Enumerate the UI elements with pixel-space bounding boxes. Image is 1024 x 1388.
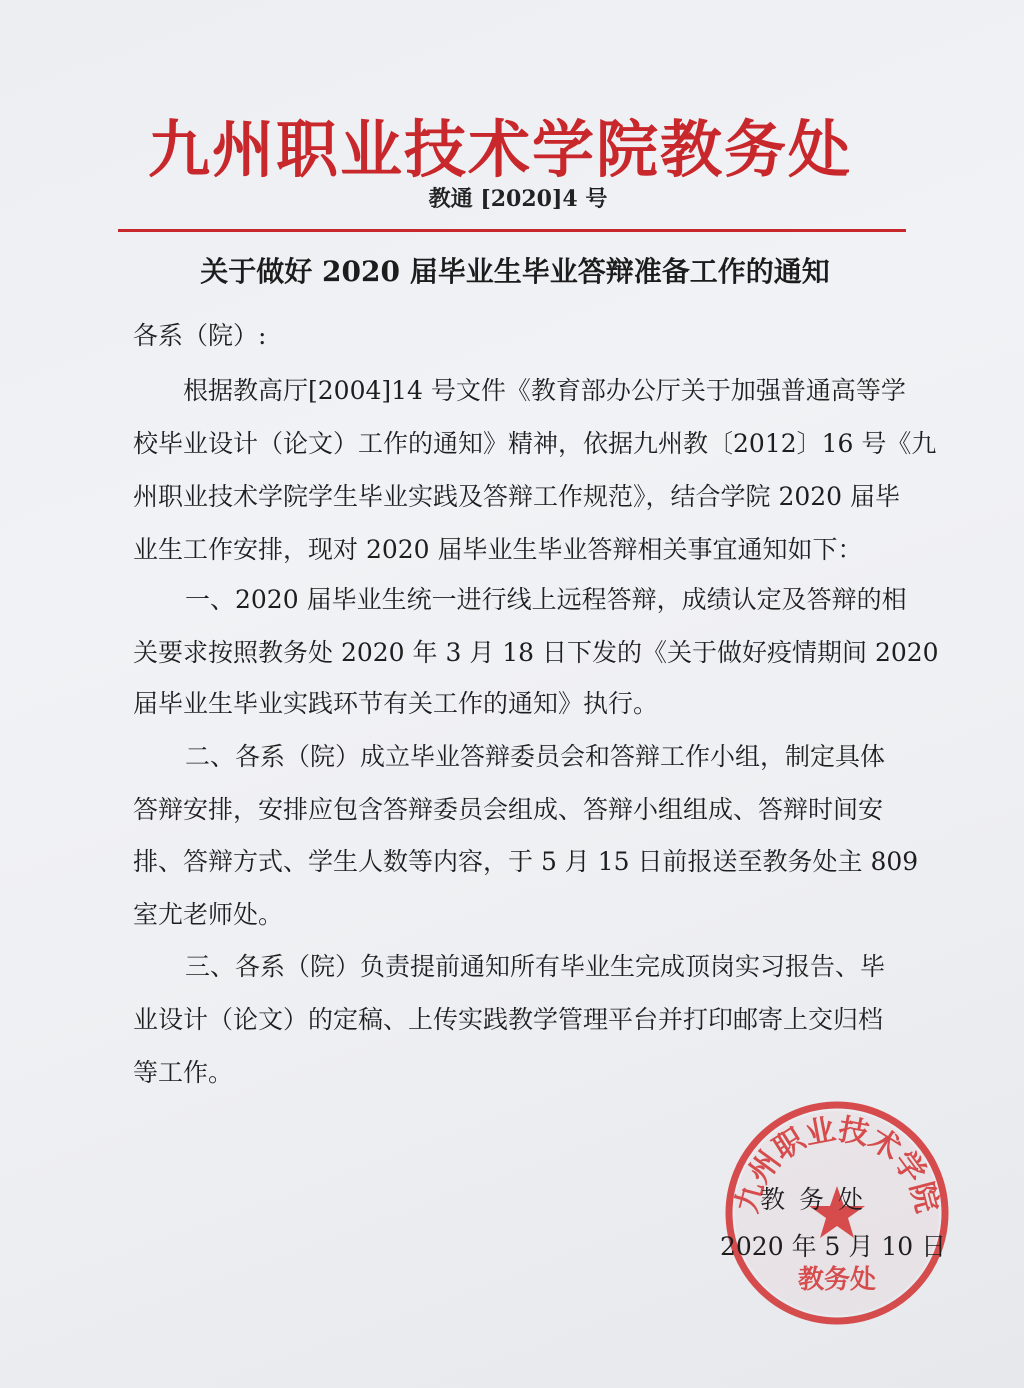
body-line: 届毕业生毕业实践环节有关工作的通知》执行。: [133, 689, 659, 718]
body-line: 二、各系（院）成立毕业答辩委员会和答辩工作小组，制定具体: [185, 742, 886, 771]
body-line: 根据教高厅[2004]14 号文件《教育部办公厅关于加强普通高等学: [183, 376, 906, 405]
body-line: 州职业技术学院学生毕业实践及答辩工作规范》，结合学院 2020 届毕: [133, 482, 901, 511]
body-line: 等工作。: [133, 1058, 234, 1087]
signature-department: 教务处: [760, 1185, 878, 1214]
body-line: 业生工作安排，现对 2020 届毕业生毕业答辩相关事宜通知如下：: [133, 535, 863, 564]
body-line: 校毕业设计（论文）工作的通知》精神，依据九州教〔2012〕16 号《九: [133, 429, 937, 458]
org-title: 九州职业技术学院教务处: [147, 113, 852, 186]
body-line: 三、各系（院）负责提前通知所有毕业生完成顶岗实习报告、毕: [185, 952, 886, 981]
body-line: 室尤老师处。: [133, 900, 284, 929]
salutation: 各系（院）:: [133, 321, 267, 350]
document-number: 教通 [2020]4 号: [428, 186, 608, 212]
body-line: 业设计（论文）的定稿、上传实践教学管理平台并打印邮寄上交归档: [133, 1005, 884, 1034]
signature-date: 2020 年 5 月 10 日: [720, 1232, 947, 1261]
seal-bottom-text: 教务处: [797, 1265, 877, 1295]
seal-arc-text: 九州职业技术学院: [729, 1112, 945, 1217]
body-line: 一、2020 届毕业生统一进行线上远程答辩，成绩认定及答辩的相: [185, 585, 907, 614]
notice-title: 关于做好 2020 届毕业生毕业答辩准备工作的通知: [200, 255, 830, 288]
body-line: 关要求按照教务处 2020 年 3 月 18 日下发的《关于做好疫情期间 2020: [133, 638, 939, 667]
header-divider: [118, 229, 906, 232]
body-line: 答辩安排，安排应包含答辩委员会组成、答辩小组组成、答辩时间安: [133, 795, 884, 824]
body-line: 排、答辩方式、学生人数等内容，于 5 月 15 日前报送至教务处主 809: [133, 847, 919, 876]
